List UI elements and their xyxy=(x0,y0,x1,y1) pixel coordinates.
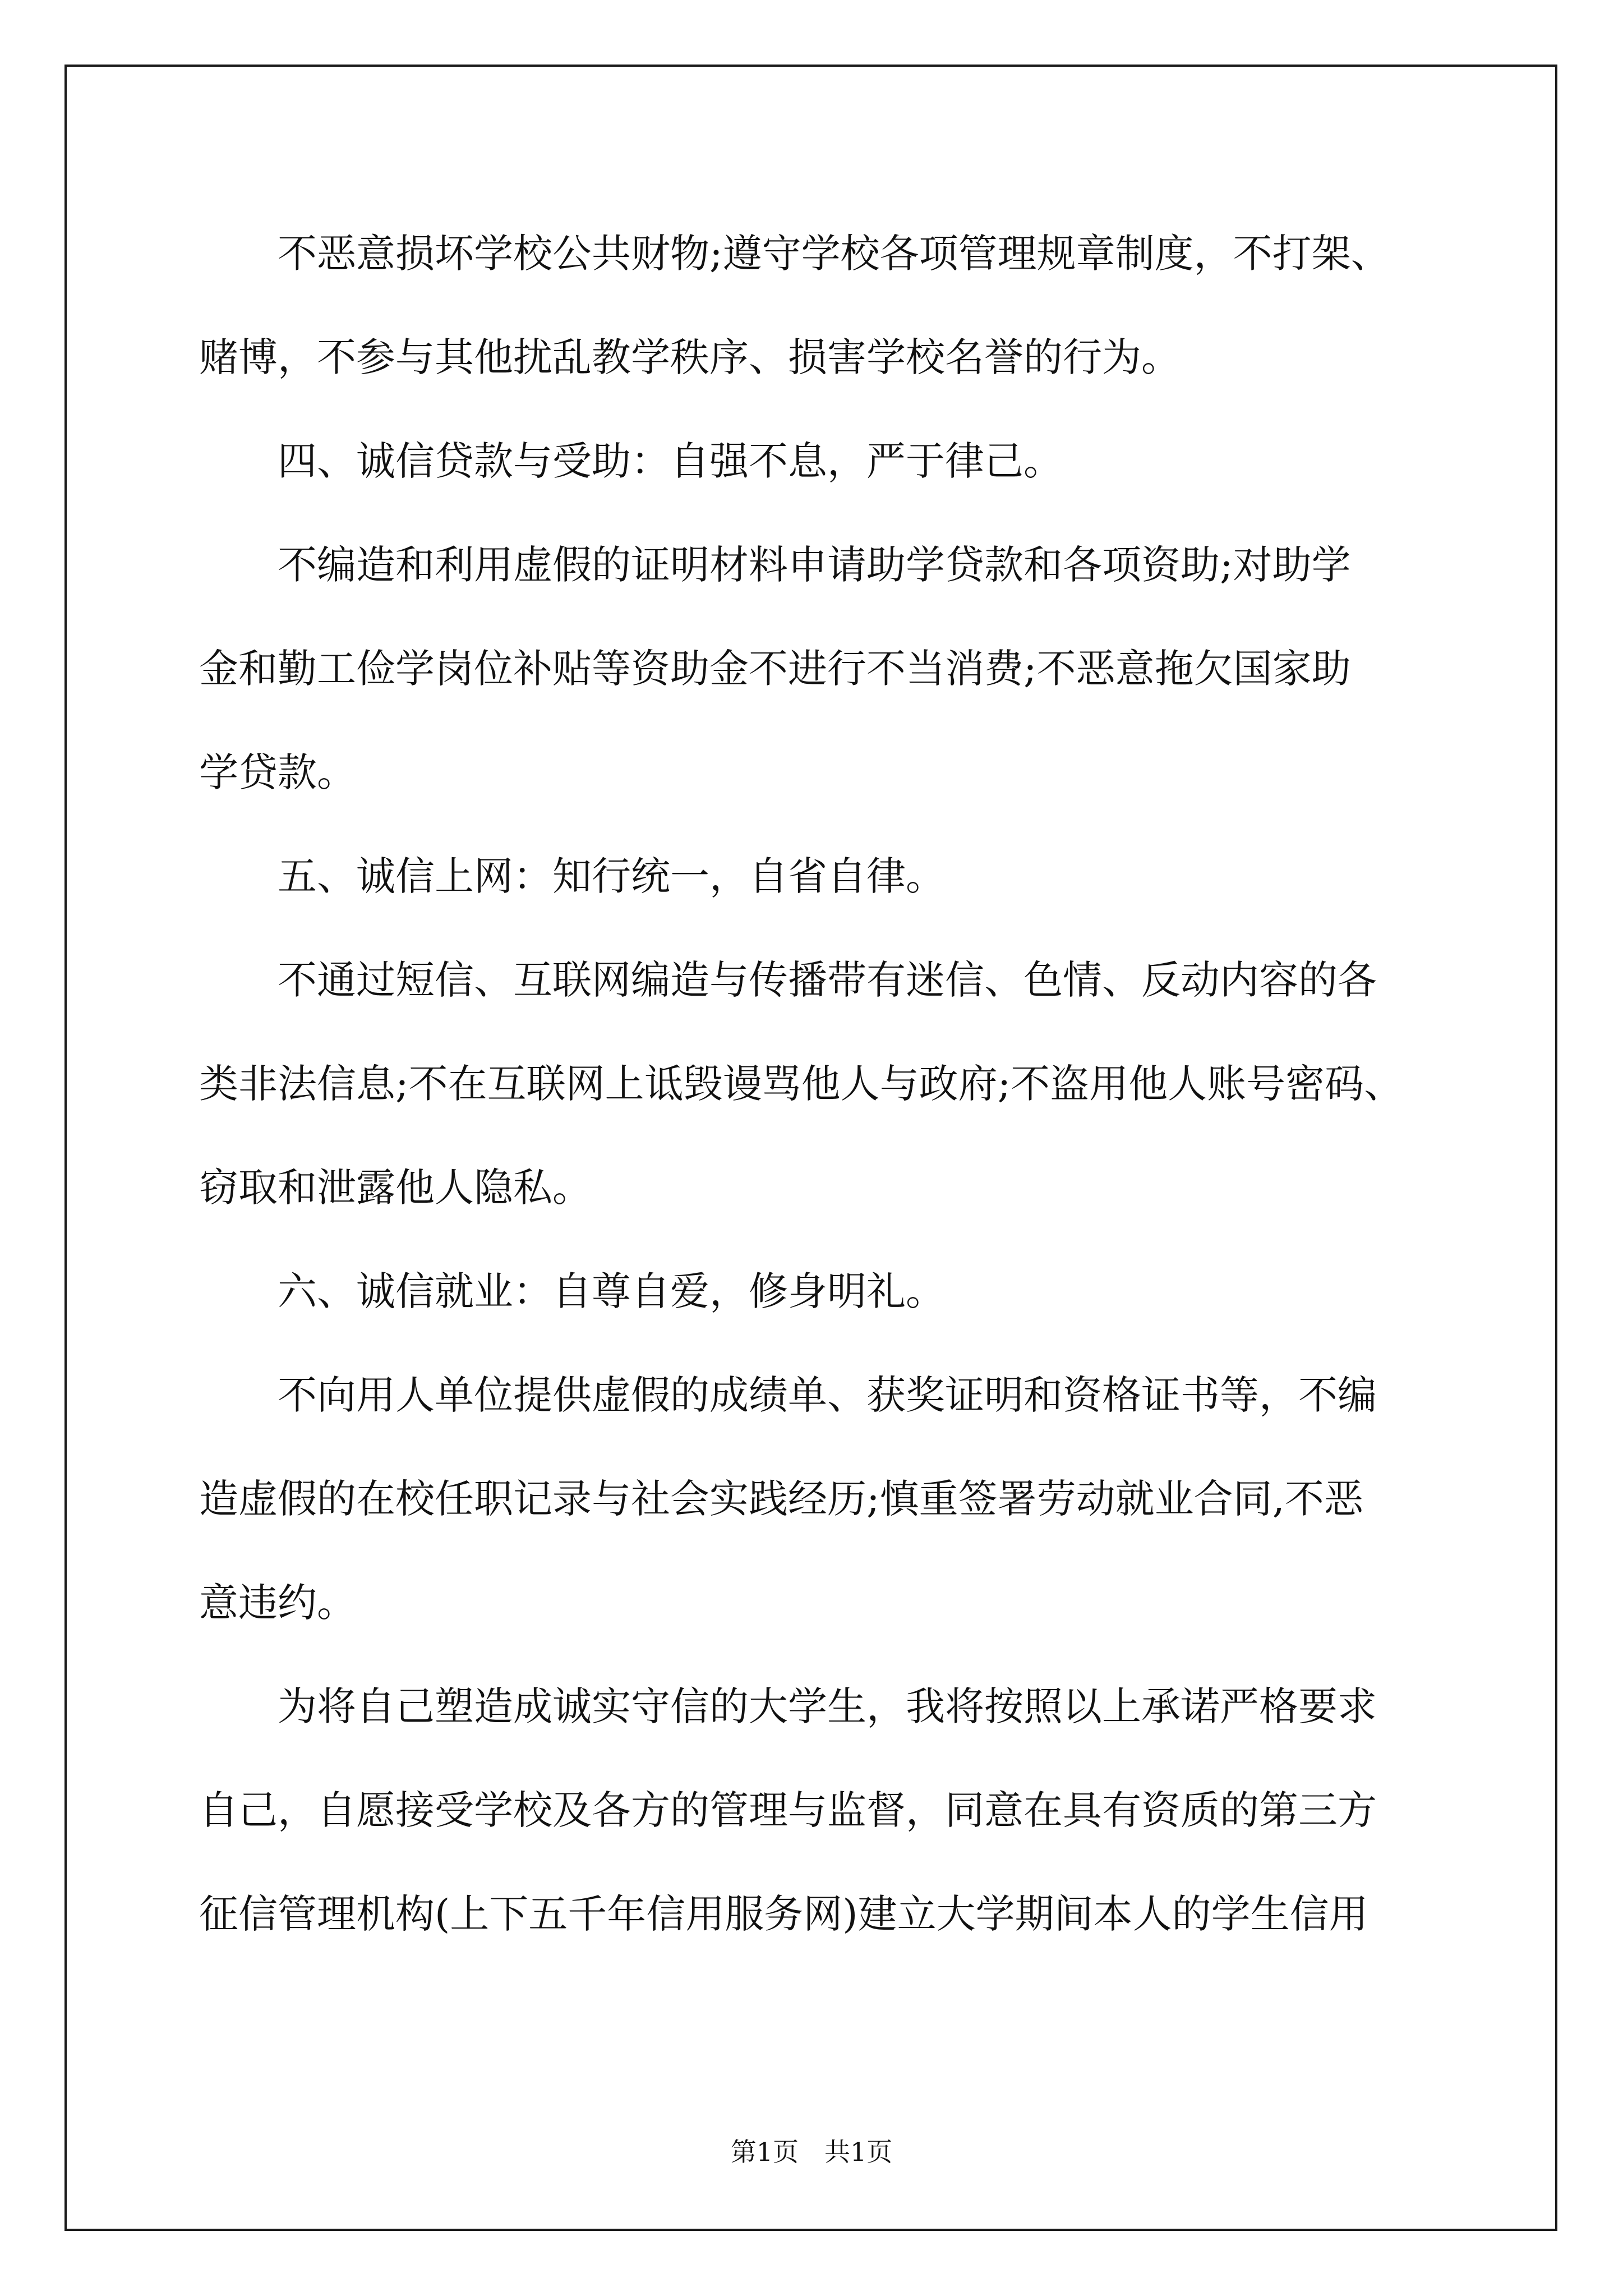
text-line: 不恶意损坏学校公共财物;遵守学校各项管理规章制度，不打架、 xyxy=(278,231,1390,277)
section-heading: 六、诚信就业：自尊自爱，修身明礼。 xyxy=(278,1268,945,1314)
section-heading: 四、诚信贷款与受助：自强不息，严于律己。 xyxy=(278,438,1063,484)
document-body xyxy=(199,202,1438,1966)
text-line: 窃取和泄露他人隐私。 xyxy=(199,1165,592,1211)
text-line: 造虚假的在校任职记录与社会实践经历;慎重签署劳动就业合同,不恶 xyxy=(199,1476,1363,1522)
text-line: 类非法信息;不在互联网上诋毁谩骂他人与政府;不盗用他人账号密码、 xyxy=(199,1061,1404,1107)
text-line: 意违约。 xyxy=(199,1580,356,1626)
section-heading: 五、诚信上网：知行统一，自省自律。 xyxy=(278,853,945,899)
text-line: 赌博，不参与其他扰乱教学秩序、损害学校名誉的行为。 xyxy=(199,334,1181,380)
text-line: 自己，自愿接受学校及各方的管理与监督，同意在具有资质的第三方 xyxy=(199,1787,1377,1833)
text-line: 征信管理机构(上下五千年信用服务网)建立大学期间本人的学生信用 xyxy=(199,1891,1368,1937)
text-line: 不通过短信、互联网编造与传播带有迷信、色情、反动内容的各 xyxy=(278,957,1377,1003)
text-line: 学贷款。 xyxy=(199,749,356,795)
text-line: 为将自己塑造成诚实守信的大学生，我将按照以上承诺严格要求 xyxy=(278,1683,1377,1729)
text-line: 不向用人单位提供虚假的成绩单、获奖证明和资格证书等，不编 xyxy=(278,1372,1377,1418)
text-line: 金和勤工俭学岗位补贴等资助金不进行不当消费;不恶意拖欠国家助 xyxy=(199,646,1351,692)
text-line: 不编造和利用虚假的证明材料申请助学贷款和各项资助;对助学 xyxy=(278,542,1351,588)
page-number-footer: 第1页 共1页 xyxy=(730,2137,893,2167)
